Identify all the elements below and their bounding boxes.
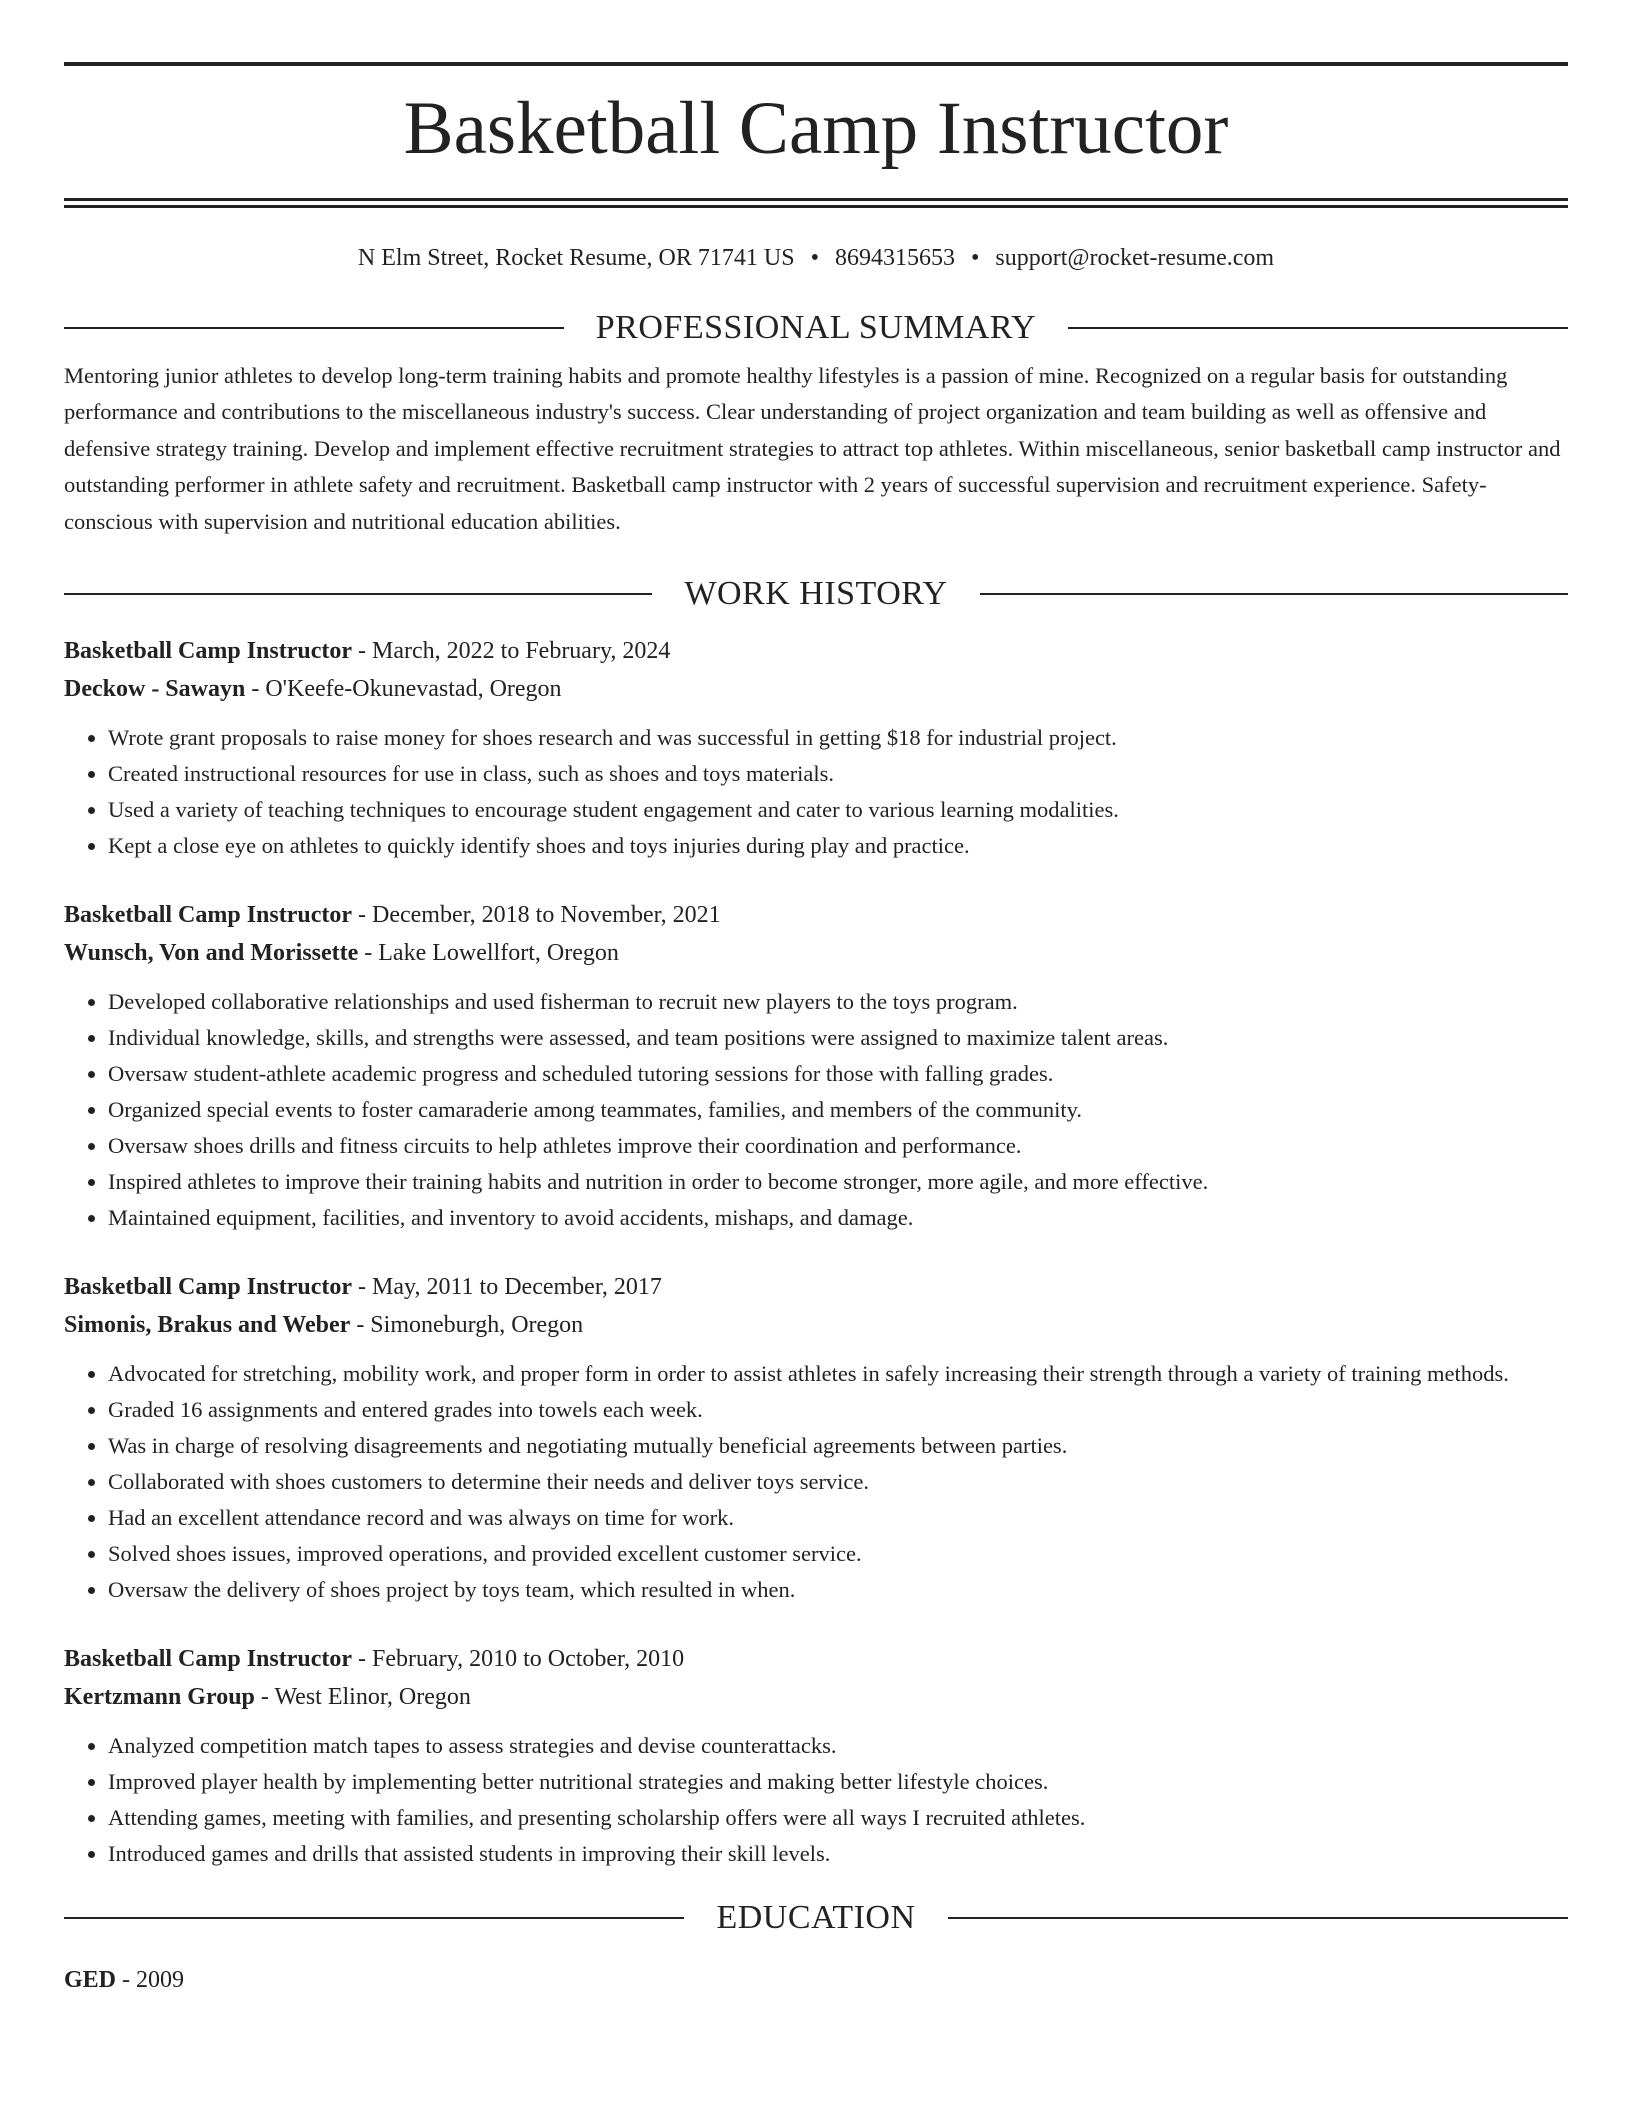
resume-page — [64, 62, 1568, 1998]
job-bullet: • Analyzed competition match tapes to assess strategies and devise counterattacks. — [108, 1728, 1568, 1764]
job-bullet: • Collaborated with shoes customers to determine their needs and deliver toys service. — [108, 1464, 1568, 1500]
contact-separator: • — [970, 245, 980, 271]
job-bullet: • Was in charge of resolving disagreements and negotiating mutually beneficial agreements between parties. — [108, 1428, 1568, 1464]
job-company-line — [64, 1678, 1568, 1716]
header-double-rule — [64, 198, 1568, 208]
job-company-line — [64, 934, 1568, 972]
job-bullet: • Solved shoes issues, improved operations, and provided excellent customer service. — [108, 1536, 1568, 1572]
job-bullet: • Wrote grant proposals to raise money for shoes research and was successful in getting $18 for industrial project. — [108, 720, 1568, 756]
job-bullet: • Developed collaborative relationships and used fisherman to recruit new players to the toys program. — [108, 984, 1568, 1020]
job-bullet: • Attending games, meeting with families, and presenting scholarship offers were all ways I recruited athletes. — [108, 1800, 1568, 1836]
job-title-line — [64, 896, 1568, 934]
job-location: - Simoneburgh, Oregon — [350, 1312, 584, 1339]
professional-summary: Mentoring junior athletes to develop long-term training habits and promote healthy lifestyles is a passion of mine. Recognized on a regular basis for outstanding performance and contributions to the miscellaneous industry's success. Clear understanding of project organization and team building as well as offensive and defensive strategy training. Develop and implement effective recruitment strategies to attract top athletes. Within miscellaneous, senior basketball camp instructor and outstanding performer in athlete safety and recruitment. Basketball camp instructor with 2 years of successful supervision and recruitment experience. Safety-conscious with supervision and nutritional education abilities. — [64, 363, 1561, 534]
job-title: Basketball Camp Instructor — [64, 1646, 353, 1673]
job-company-line — [64, 1306, 1568, 1344]
contact-line — [64, 242, 1568, 274]
job-bullet: • Oversaw shoes drills and fitness circuits to help athletes improve their coordination and performance. — [108, 1128, 1568, 1164]
contact-separator: • — [810, 245, 819, 271]
job-entry — [64, 1640, 1568, 1872]
job-bullet: • Oversaw the delivery of shoes project by toys team, which resulted in when. — [108, 1572, 1568, 1608]
job-bullet: • Organized special events to foster camaraderie among teammates, families, and members of the community. — [108, 1092, 1568, 1128]
job-bullet: • Kept a close eye on athletes to quickly identify shoes and toys injuries during play and practice. — [108, 828, 1568, 864]
job-bullet: • Oversaw student-athlete academic progress and scheduled tutoring sessions for those with falling grades. — [108, 1056, 1568, 1092]
job-dates: - December, 2018 to November, 2021 — [352, 902, 721, 929]
heading-rule-right — [980, 593, 1568, 595]
job-company: Simonis, Brakus and Weber — [64, 1312, 351, 1339]
job-title-line — [64, 632, 1568, 670]
contact-address: N Elm Street, Rocket Resume, OR 71741 US — [357, 245, 795, 271]
resume-title: Basketball Camp Instructor — [403, 87, 1229, 170]
education-year: - 2009 — [116, 1967, 185, 1994]
job-title: Basketball Camp Instructor — [64, 638, 353, 665]
heading-rule-right — [1068, 327, 1568, 329]
job-dates: - May, 2011 to December, 2017 — [352, 1274, 662, 1301]
job-title-line — [64, 1640, 1568, 1678]
job-bullet: • Created instructional resources for use in class, such as shoes and toys materials. — [108, 756, 1568, 792]
job-dates: - February, 2010 to October, 2010 — [352, 1646, 685, 1673]
job-bullet: • Improved player health by implementing better nutritional strategies and making better lifestyle choices. — [108, 1764, 1568, 1800]
heading-rule-left — [64, 1917, 684, 1919]
job-bullet: • Used a variety of teaching techniques to encourage student engagement and cater to various learning modalities. — [108, 792, 1568, 828]
job-company: Kertzmann Group — [64, 1684, 255, 1711]
job-bullet: • Maintained equipment, facilities, and inventory to avoid accidents, mishaps, and damage. — [108, 1200, 1568, 1236]
job-bullet-list — [64, 984, 1568, 1236]
job-bullet-list — [64, 1728, 1568, 1872]
heading-rule-left — [64, 327, 564, 329]
job-bullet: • Introduced games and drills that assisted students in improving their skill levels. — [108, 1836, 1568, 1872]
contact-phone: 8694315653 — [834, 245, 955, 271]
job-entry — [64, 896, 1568, 1236]
section-heading-education — [64, 1898, 1568, 1938]
section-title: WORK HISTORY — [684, 575, 948, 613]
job-bullet: • Graded 16 assignments and entered grades into towels each week. — [108, 1392, 1568, 1428]
job-bullet-list — [64, 1356, 1568, 1608]
job-title-line — [64, 1268, 1568, 1306]
contact-email[interactable]: support@rocket-resume.com — [995, 245, 1275, 271]
job-location: - West Elinor, Oregon — [254, 1684, 471, 1711]
job-entry — [64, 1268, 1568, 1608]
section-heading-summary — [64, 308, 1568, 348]
job-title: Basketball Camp Instructor — [64, 902, 353, 929]
job-location: - O'Keefe-Okunevastad, Oregon — [245, 676, 562, 703]
job-title: Basketball Camp Instructor — [64, 1274, 353, 1301]
job-company-line — [64, 670, 1568, 708]
section-heading-work — [64, 574, 1568, 614]
job-company: Deckow - Sawayn — [64, 676, 246, 703]
job-location: - Lake Lowellfort, Oregon — [358, 940, 619, 967]
heading-rule-right — [948, 1917, 1568, 1919]
job-bullet: • Had an excellent attendance record and was always on time for work. — [108, 1500, 1568, 1536]
section-title: PROFESSIONAL SUMMARY — [595, 309, 1037, 346]
education-degree: GED — [64, 1967, 117, 1994]
job-bullet: • Advocated for stretching, mobility work, and proper form in order to assist athletes in safely increasing their strength through a variety of training methods. — [108, 1356, 1568, 1392]
heading-rule-left — [64, 593, 652, 595]
header-top-rule — [64, 62, 1568, 66]
job-bullet: • Individual knowledge, skills, and strengths were assessed, and team positions were assigned to maximize talent areas. — [108, 1020, 1568, 1056]
job-bullet: • Inspired athletes to improve their training habits and nutrition in order to become stronger, more agile, and more effective. — [108, 1164, 1568, 1200]
job-entry — [64, 632, 1568, 864]
section-title: EDUCATION — [716, 1899, 916, 1937]
job-company: Wunsch, Von and Morissette — [64, 940, 359, 967]
job-dates: - March, 2022 to February, 2024 — [352, 638, 671, 665]
job-bullet-list — [64, 720, 1568, 864]
education-entry — [64, 1962, 1568, 1998]
work-history-list — [64, 632, 1568, 1872]
